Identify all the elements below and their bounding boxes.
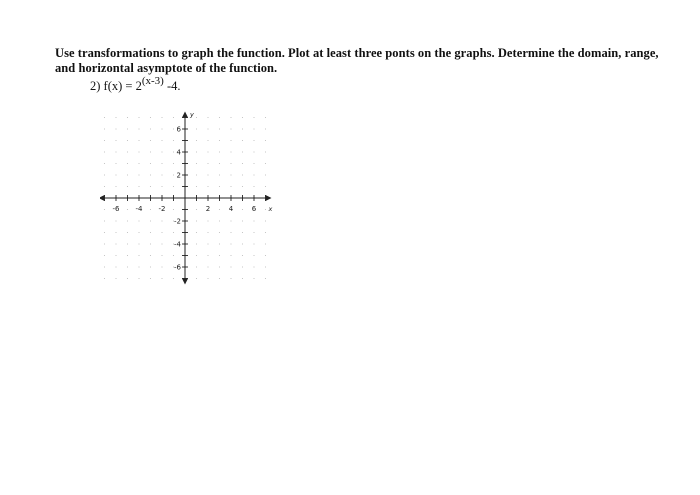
grid-dot [219,174,220,175]
function-suffix: -4. [166,79,181,93]
grid-dot [207,163,208,164]
grid-dot [196,209,197,210]
y-tick-label: 4 [176,148,181,157]
grid-dot [127,163,128,164]
grid-dot [127,278,128,279]
grid-dot [253,266,254,267]
grid-dot [150,266,151,267]
grid-dot [115,266,116,267]
grid-dot [265,140,266,141]
grid-dot [173,151,174,152]
grid-dot [207,174,208,175]
grid-dot [150,278,151,279]
grid-dot [104,117,105,118]
grid-dot [207,255,208,256]
grid-dot [150,232,151,233]
grid-dot [207,140,208,141]
grid-dot [219,117,220,118]
grid-dot [253,163,254,164]
grid-dot [196,174,197,175]
grid-dot [115,232,116,233]
coordinate-grid-svg[interactable] [100,108,290,286]
grid-dot [115,128,116,129]
grid-dot [104,266,105,267]
grid-dot [161,266,162,267]
problem-statement [90,74,181,94]
grid-dot [265,117,266,118]
grid-dot [104,174,105,175]
x-axis-label: x [268,205,273,213]
grid-dot [219,266,220,267]
grid-dot [230,151,231,152]
grid-dot [138,140,139,141]
grid-dot [138,117,139,118]
grid-dot [242,128,243,129]
grid-dot [138,266,139,267]
y-tick-label: -2 [174,217,181,226]
grid-dot [150,255,151,256]
grid-dot [127,140,128,141]
function-exponent: (x-3) [141,74,164,87]
grid-dot [173,117,174,118]
grid-dot [127,243,128,244]
grid-dot [173,255,174,256]
y-axis-up-arrow [182,112,188,118]
grid-dot [219,255,220,256]
grid-dot [207,117,208,118]
grid-dot [127,220,128,221]
x-axis-left-arrow [100,195,105,201]
grid-dot [127,117,128,118]
grid-dot [230,266,231,267]
grid-dot [219,163,220,164]
grid-dot [196,220,197,221]
grid-dot [161,243,162,244]
grid-dot [138,278,139,279]
grid-dot [196,186,197,187]
grid-dot [253,128,254,129]
x-tick-label: -6 [112,205,120,213]
grid-dot [253,151,254,152]
grid-dot [161,220,162,221]
grid-dot [219,278,220,279]
grid-dot [161,163,162,164]
grid-dot [115,163,116,164]
grid-dot [138,232,139,233]
grid-dot [230,255,231,256]
grid-dot [265,186,266,187]
grid-dot [161,232,162,233]
grid-dot [219,220,220,221]
grid-dot [104,128,105,129]
grid-dot [242,186,243,187]
grid-dot [207,243,208,244]
x-tick-label: -4 [135,205,143,213]
grid-dot [242,174,243,175]
grid-dot [242,140,243,141]
y-tick-label: 6 [176,125,181,134]
grid-dot [150,186,151,187]
grid-dot [161,174,162,175]
grid-dot [230,232,231,233]
grid-dot [150,117,151,118]
grid-dot [207,128,208,129]
grid-dot [242,255,243,256]
grid-dot [265,151,266,152]
grid-dot [265,243,266,244]
grid-dot [242,266,243,267]
grid-dot [127,266,128,267]
grid-dot [253,220,254,221]
grid-dot [230,128,231,129]
grid-dot [150,220,151,221]
grid-dot [115,140,116,141]
grid-dot [207,220,208,221]
grid-dot [196,255,197,256]
grid-dot [173,128,174,129]
grid-dot [127,174,128,175]
grid-dot [219,128,220,129]
grid-dot [150,174,151,175]
grid-dot [230,220,231,221]
grid-dot [161,140,162,141]
grid-dot [242,163,243,164]
grid-dot [127,186,128,187]
grid-dot [230,163,231,164]
grid-dot [253,232,254,233]
grid-dot [265,278,266,279]
grid-dot [115,220,116,221]
grid-dot [161,186,162,187]
grid-dot [196,243,197,244]
grid-dot [138,128,139,129]
grid-dot [127,128,128,129]
grid-dot [265,266,266,267]
grid-dot [242,232,243,233]
grid-dot [104,243,105,244]
grid-dot [253,140,254,141]
grid-dot [207,232,208,233]
grid-dot [115,151,116,152]
grid-dot [265,220,266,221]
grid-dot [207,151,208,152]
grid-dot [104,209,105,210]
grid-dot [219,151,220,152]
grid-dot [173,232,174,233]
grid-dot [138,174,139,175]
grid-dot [173,174,174,175]
grid-dot [196,128,197,129]
grid-dot [138,255,139,256]
grid-dot [230,117,231,118]
grid-dot [253,117,254,118]
problem-number: 2) [90,79,101,93]
grid-dot [219,232,220,233]
coordinate-grid[interactable] [100,108,290,286]
grid-dot [265,255,266,256]
grid-dot [196,232,197,233]
grid-dot [115,278,116,279]
grid-dot [219,243,220,244]
grid-dot [265,128,266,129]
grid-dot [150,128,151,129]
grid-dot [104,220,105,221]
grid-dot [196,163,197,164]
grid-dot [230,174,231,175]
grid-dot [104,186,105,187]
x-tick-label: -2 [158,205,166,213]
grid-dot [115,243,116,244]
y-axis-label: y [190,110,194,119]
grid-dot [173,140,174,141]
grid-dot [138,243,139,244]
grid-dot [265,163,266,164]
y-axis-down-arrow [182,279,188,285]
grid-dot [207,278,208,279]
grid-dot [161,151,162,152]
grid-dot [138,186,139,187]
grid-dot [265,209,266,210]
grid-dot [173,163,174,164]
grid-dot [265,232,266,233]
x-tick-label: 2 [205,205,211,213]
grid-dot [242,151,243,152]
grid-dot [207,266,208,267]
grid-dot [265,174,266,175]
instructions-text: Use transformations to graph the function. Plot at least three ponts on the graphs. Determine the domain, range, and horizontal asymptote of the function. [55,46,659,75]
grid-dot [104,255,105,256]
grid-dot [242,278,243,279]
function-prefix: f(x) = 2 [103,79,142,93]
grid-dot [161,128,162,129]
grid-dot [196,151,197,152]
grid-dot [230,278,231,279]
grid-dot [173,278,174,279]
y-tick-label: 2 [176,171,181,180]
grid-dot [242,243,243,244]
grid-dot [230,186,231,187]
grid-dot [230,140,231,141]
grid-dot [104,163,105,164]
grid-dot [150,163,151,164]
grid-dot [230,243,231,244]
grid-dot [104,151,105,152]
grid-dot [150,209,151,210]
y-tick-label: -4 [174,240,181,249]
grid-dot [104,278,105,279]
grid-dot [115,174,116,175]
grid-dot [115,255,116,256]
grid-dot [242,209,243,210]
grid-dot [196,117,197,118]
grid-dot [161,117,162,118]
y-tick-label: -6 [174,263,181,272]
grid-dot [115,186,116,187]
grid-dot [196,266,197,267]
grid-dot [115,117,116,118]
grid-dot [253,174,254,175]
grid-dot [104,232,105,233]
grid-dot [150,243,151,244]
grid-dot [161,278,162,279]
grid-dot [219,209,220,210]
grid-dot [127,209,128,210]
grid-dot [127,151,128,152]
grid-dot [253,243,254,244]
grid-dot [207,186,208,187]
grid-dot [138,151,139,152]
grid-dot [161,255,162,256]
grid-dot [127,232,128,233]
grid-dot [219,140,220,141]
grid-dot [196,278,197,279]
grid-dot [253,186,254,187]
grid-dot [127,255,128,256]
x-tick-label: 4 [228,205,234,213]
grid-dot [242,117,243,118]
x-axis-right-arrow [266,195,272,201]
grid-dot [173,209,174,210]
grid-dot [104,140,105,141]
grid-dot [150,151,151,152]
grid-dot [253,278,254,279]
grid-dot [138,220,139,221]
grid-dot [219,186,220,187]
grid-dot [196,140,197,141]
x-tick-label: 6 [251,205,257,213]
grid-dot [173,186,174,187]
grid-dot [138,163,139,164]
grid-dot [242,220,243,221]
grid-dot [150,140,151,141]
grid-dot [253,255,254,256]
